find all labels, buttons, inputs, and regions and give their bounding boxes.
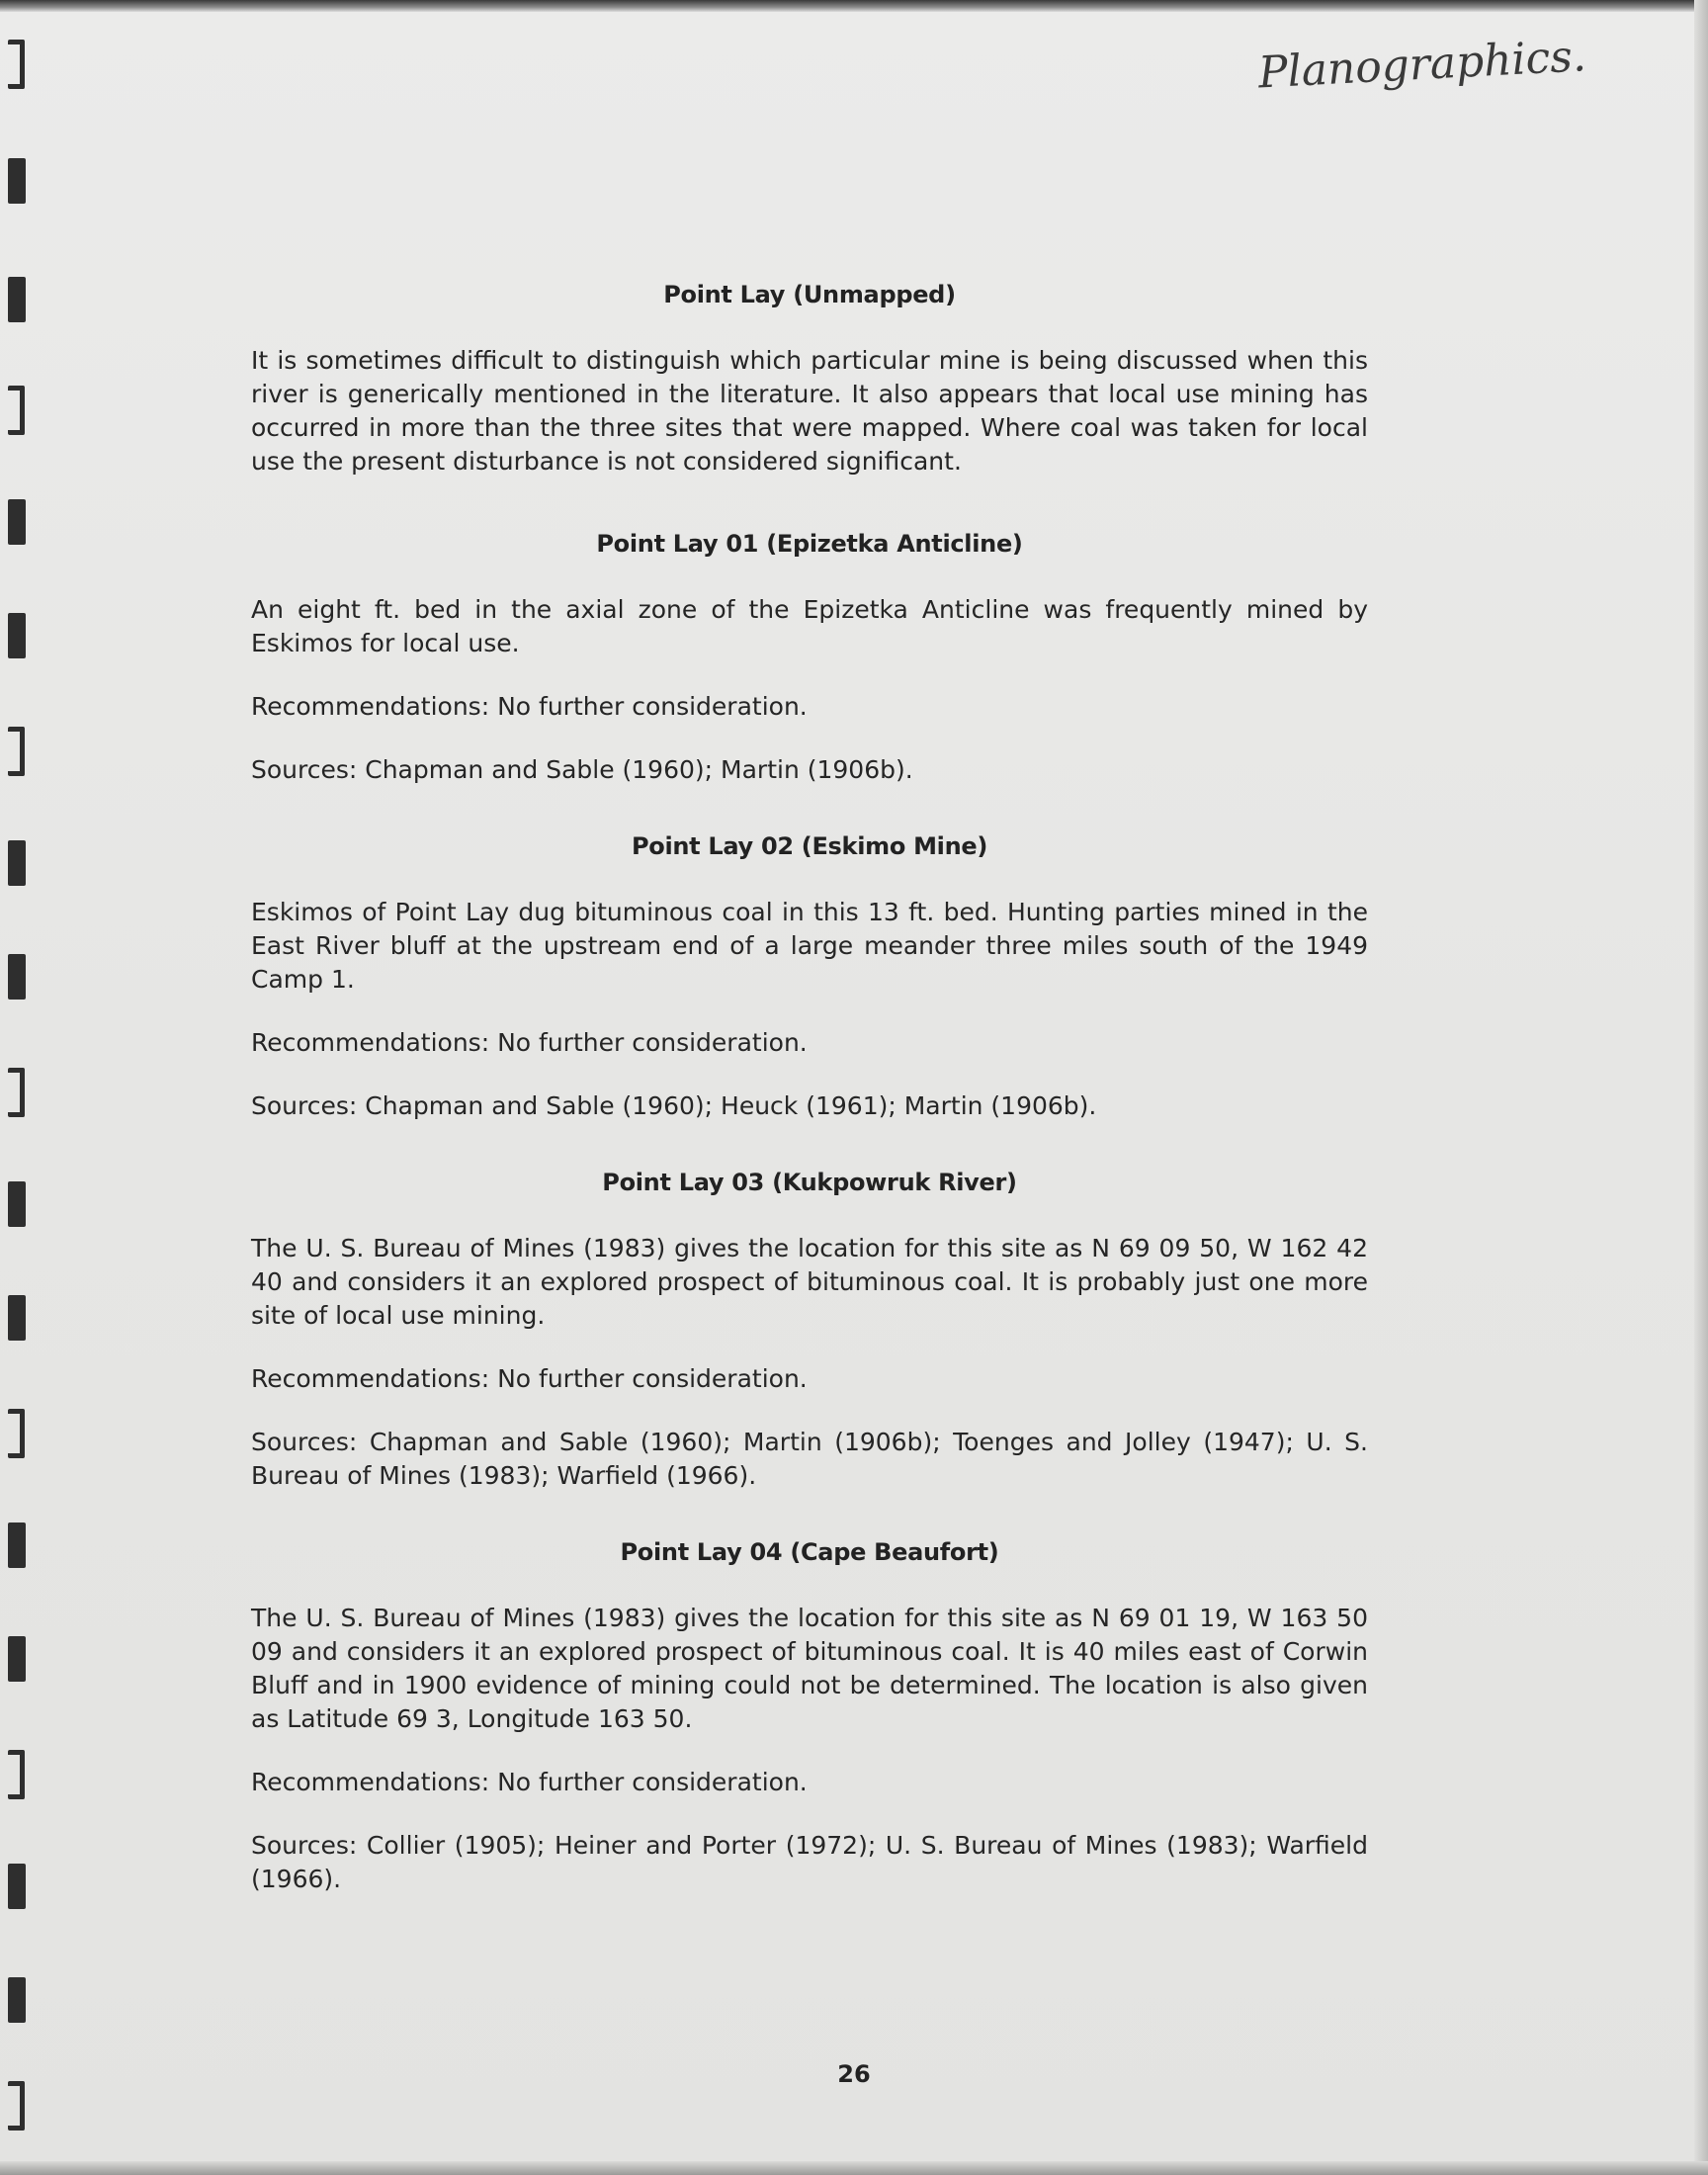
recommendations-text: Recommendations: No further consideration. <box>251 1768 808 1796</box>
document-body <box>251 281 1368 1942</box>
binding-ring <box>8 954 26 1000</box>
section-paragraph: It is sometimes difficult to distinguish which particular mine is being discussed when this river is generically mentioned in the literature. It also appears that local use mining has occurred in more than the three sites that were mapped. Where coal was taken for local use the present disturbance is not considered significant. <box>251 346 1368 476</box>
binding-ring <box>8 386 25 435</box>
binding-ring <box>8 1750 25 1799</box>
scan-bottom-edge <box>0 2161 1708 2175</box>
section-title: Point Lay 01 (Epizetka Anticline) <box>596 530 1023 558</box>
binding-ring <box>8 277 26 322</box>
binding-ring <box>8 40 25 89</box>
binding-ring <box>8 1181 26 1227</box>
scan-right-edge <box>1694 0 1708 2175</box>
handwritten-note-text: Planographics. <box>1256 31 1587 99</box>
sources-text: Sources: Chapman and Sable (1960); Heuck (1961); Martin (1906b). <box>251 1091 1097 1120</box>
binding-ring <box>8 1977 26 2023</box>
section-point-lay-04 <box>251 1538 1368 1896</box>
section-paragraph: Eskimos of Point Lay dug bituminous coal in this 13 ft. bed. Hunting parties mined in the East River bluff at the upstream end of a large meander three miles south of the 1949 Camp 1. <box>251 898 1368 994</box>
section-paragraph: The U. S. Bureau of Mines (1983) gives the location for this site as N 69 01 19, W 163 50 09 and considers it an explored prospect of bituminous coal. It is 40 miles east of Corwin Bluff and in 1900 evidence of mining could not be determined. The location is also given as Latitude 69 3, Longitude 163 50. <box>251 1604 1368 1733</box>
recommendations-text: Recommendations: No further consideration. <box>251 1364 808 1393</box>
binding-ring <box>8 1636 26 1682</box>
spiral-binding <box>0 40 40 2155</box>
section-paragraph: An eight ft. bed in the axial zone of the Epizetka Anticline was frequently mined by Eskimos for local use. <box>251 595 1368 657</box>
binding-ring <box>8 1864 26 1909</box>
recommendations-text: Recommendations: No further consideration. <box>251 692 808 721</box>
section-point-lay-01 <box>251 530 1368 787</box>
binding-ring <box>8 158 26 204</box>
recommendations-text: Recommendations: No further consideration. <box>251 1028 808 1057</box>
section-point-lay-unmapped <box>251 281 1368 478</box>
binding-ring <box>8 1068 25 1117</box>
section-paragraph: The U. S. Bureau of Mines (1983) gives the location for this site as N 69 09 50, W 162 42 40 and considers it an explored prospect of bituminous coal. It is probably just one more site of local use mining. <box>251 1234 1368 1330</box>
binding-ring <box>8 1522 26 1568</box>
section-title: Point Lay 04 (Cape Beaufort) <box>620 1538 999 1566</box>
section-point-lay-03 <box>251 1169 1368 1493</box>
scan-top-edge <box>0 0 1708 12</box>
binding-ring <box>8 1409 25 1458</box>
section-title: Point Lay 02 (Eskimo Mine) <box>631 832 988 860</box>
section-title: Point Lay 03 (Kukpowruk River) <box>602 1169 1017 1196</box>
binding-ring <box>8 1295 26 1341</box>
page-number: 26 <box>837 2060 871 2088</box>
binding-ring <box>8 613 26 658</box>
binding-ring <box>8 2081 25 2131</box>
sources-text: Sources: Chapman and Sable (1960); Martin (1906b); Toenges and Jolley (1947); U. S. Bureau of Mines (1983); Warfield (1966). <box>251 1428 1368 1490</box>
section-point-lay-02 <box>251 832 1368 1123</box>
sources-text: Sources: Chapman and Sable (1960); Martin (1906b). <box>251 755 913 784</box>
section-title: Point Lay (Unmapped) <box>663 281 956 308</box>
binding-ring <box>8 499 26 545</box>
binding-ring <box>8 840 26 886</box>
handwritten-note <box>1253 31 1587 103</box>
binding-ring <box>8 727 25 776</box>
sources-text: Sources: Collier (1905); Heiner and Porter (1972); U. S. Bureau of Mines (1983); Warfield (1966). <box>251 1831 1368 1893</box>
